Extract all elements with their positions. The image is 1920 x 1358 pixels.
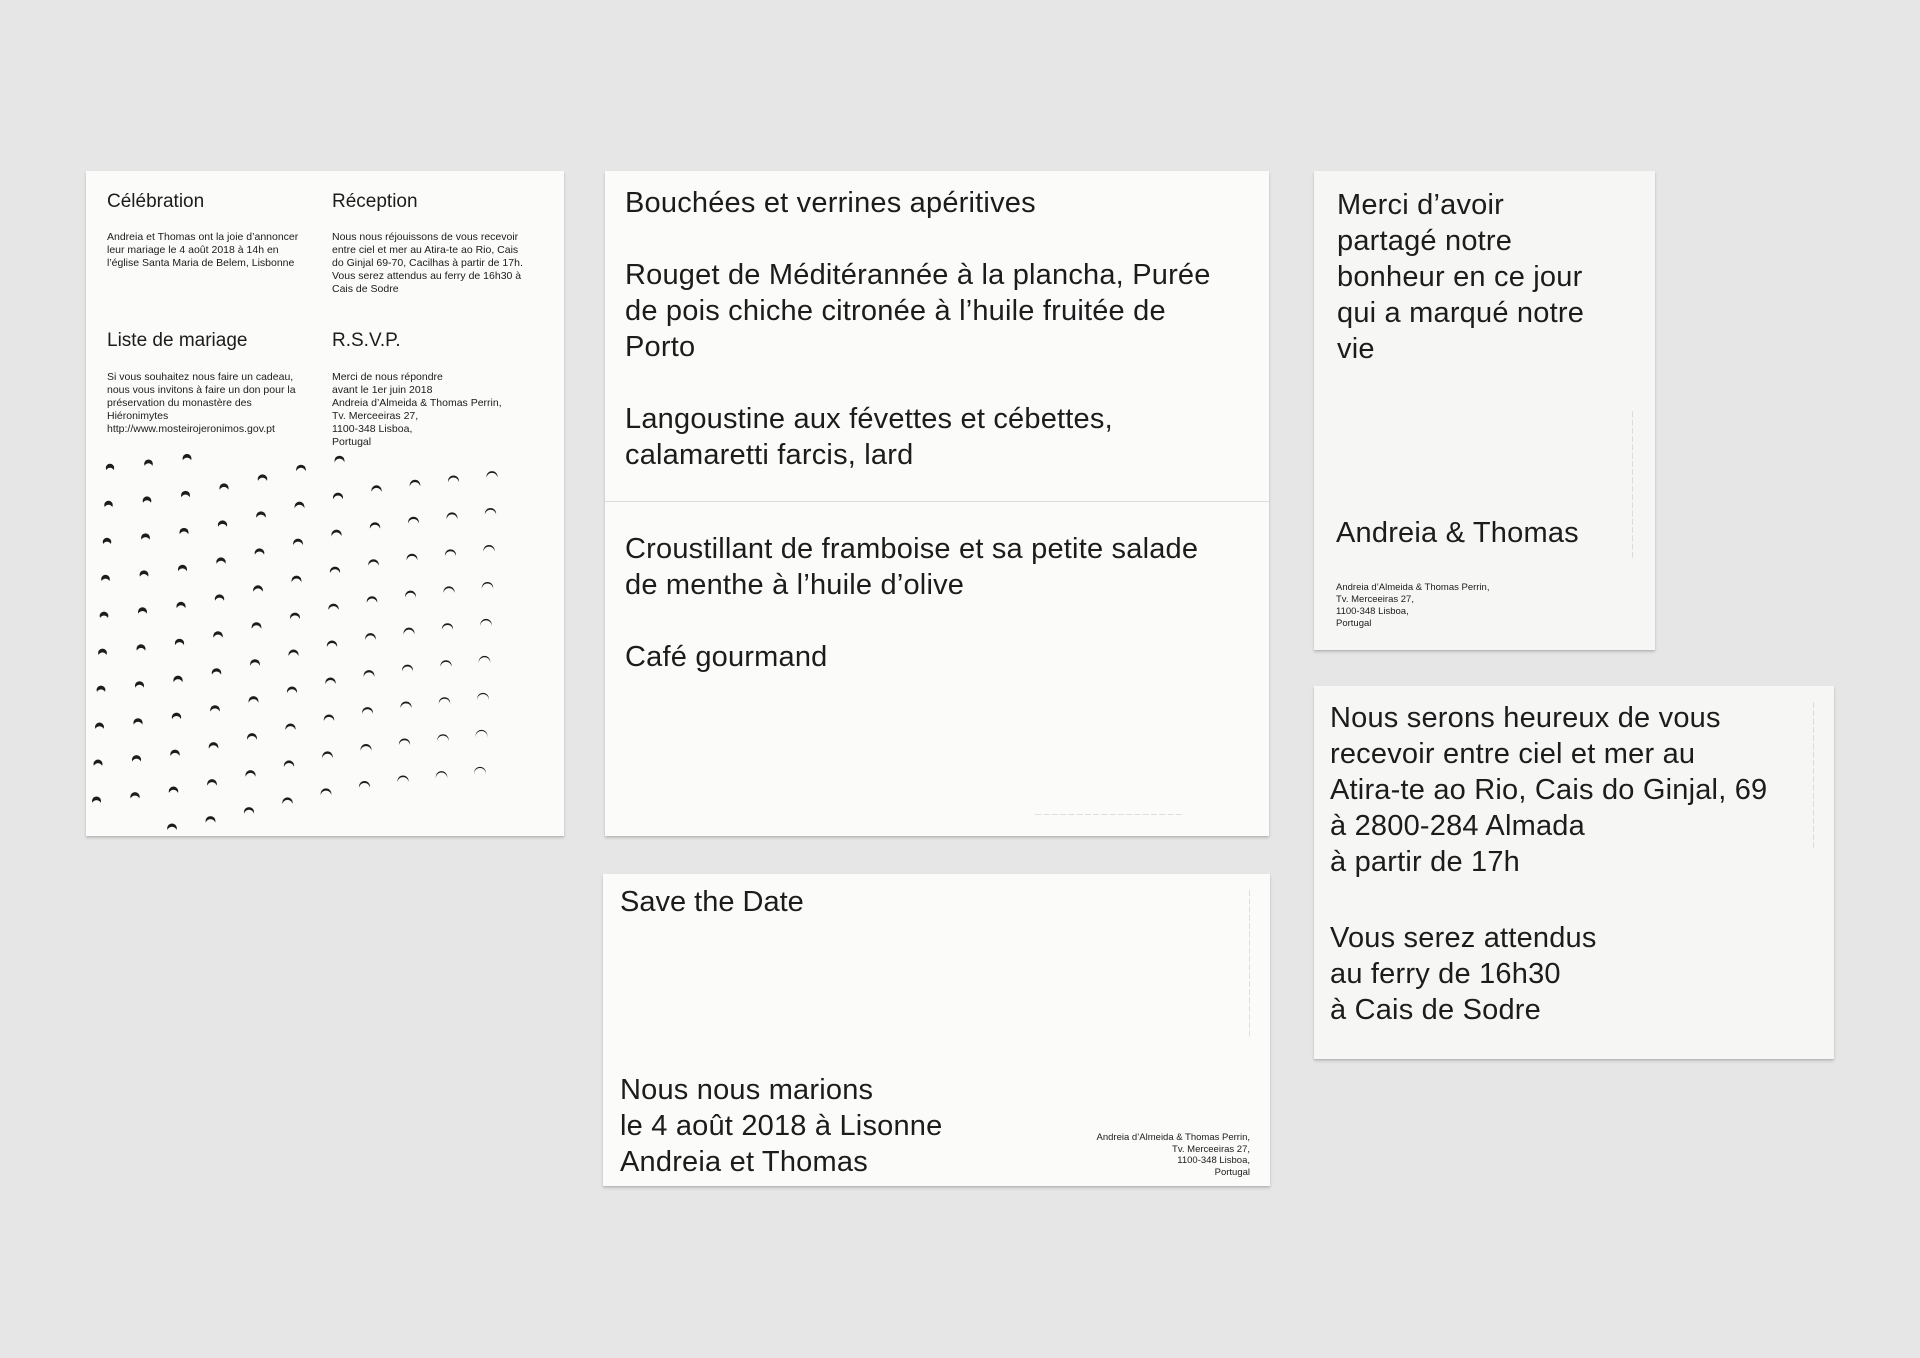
crescent-dot xyxy=(439,697,450,708)
crescent-dot xyxy=(293,539,303,549)
rsvp-heading: R.S.V.P. xyxy=(332,330,401,351)
menu-top-half xyxy=(625,185,1255,509)
crescent-dot xyxy=(483,545,494,556)
crescent-dot xyxy=(287,687,297,697)
crescent-dot xyxy=(445,549,456,560)
crescent-dot xyxy=(361,744,372,755)
crescent-dot xyxy=(408,517,419,528)
crescent-dot xyxy=(132,755,141,764)
crescent-dot xyxy=(172,713,181,722)
crescent-dot xyxy=(436,771,447,782)
crescent-dot xyxy=(284,760,294,770)
crescent-dot xyxy=(371,485,381,495)
reception-text: Nous nous réjouissons de vous recevoir entre ciel et mer au Atira-te ao Rio, Cais do Ginjal 69-70, Cacilhas à partir de 17h. Vous serez attendus au ferry de 16h30 à Cais de Sodre xyxy=(332,231,523,295)
menu-course: Café gourmand xyxy=(625,641,828,673)
crescent-dot xyxy=(440,660,451,671)
crescent-dot xyxy=(100,612,109,621)
crescent-dot xyxy=(296,465,306,475)
crescent-dot xyxy=(334,456,344,466)
crescent-dot xyxy=(324,714,335,725)
crescent-dot xyxy=(397,775,408,786)
crescent-dot xyxy=(95,723,104,732)
designer-credit: — — — — — — — — — — — — — — — — — — xyxy=(1035,811,1182,817)
crescent-dot xyxy=(175,639,184,648)
crescent-dot xyxy=(138,607,147,616)
crescent-dot xyxy=(183,454,192,463)
crescent-dot xyxy=(477,693,489,705)
crescent-dot xyxy=(140,570,149,579)
crescent-dot xyxy=(474,767,486,779)
crescent-dot xyxy=(209,742,219,752)
crescent-dot xyxy=(244,807,254,817)
crescent-dot xyxy=(443,586,454,597)
crescent-dot xyxy=(104,501,112,509)
crescent-dot xyxy=(143,496,152,505)
crescent-dot-pattern xyxy=(86,171,564,836)
crescent-dot xyxy=(249,696,259,706)
crescent-dot xyxy=(485,508,496,519)
crescent-dot xyxy=(253,585,263,595)
crescent-dot xyxy=(212,668,222,678)
registry-text: Si vous souhaitez nous faire un cadeau, nous vous invitons à faire un don pour la préservation du monastère des Hiéronimytes http://www.mosteirojeronimos.gov.pt xyxy=(107,371,296,435)
crescent-dot xyxy=(410,480,421,491)
crescent-dot xyxy=(486,471,497,482)
crescent-dot xyxy=(135,681,144,690)
crescent-dot xyxy=(442,623,453,634)
crescent-dot xyxy=(181,491,190,500)
crescent-dot xyxy=(92,796,101,805)
registry-heading: Liste de mariage xyxy=(107,330,248,351)
crescent-dot xyxy=(210,705,220,715)
crescent-dot xyxy=(331,530,341,540)
thank-you-message: Merci d’avoir partagé notre bonheur en ce jour qui a marqué notre vie xyxy=(1337,189,1585,365)
crescent-dot xyxy=(130,792,139,801)
designer-credit: — — — — — — — — — — — — — — — — — — xyxy=(1246,890,1252,1037)
reception-card xyxy=(1314,686,1834,1059)
address-block: Andreia d’Almeida & Thomas Perrin, Tv. Merceeiras 27, 1100-348 Lisboa, Portugal xyxy=(1336,582,1490,629)
crescent-dot xyxy=(437,734,448,745)
crescent-dot xyxy=(333,493,343,503)
crescent-dot xyxy=(328,604,338,614)
crescent-dot xyxy=(362,707,373,718)
crescent-dot xyxy=(288,650,298,660)
crescent-dot xyxy=(178,565,187,574)
crescent-dot xyxy=(97,686,106,695)
crescent-dot xyxy=(213,631,223,641)
crescent-dot xyxy=(136,644,145,653)
reception-heading: Réception xyxy=(332,191,418,212)
crescent-dot xyxy=(170,750,179,759)
crescent-dot xyxy=(367,596,378,607)
crescent-dot xyxy=(282,797,292,807)
info-card xyxy=(86,171,564,836)
celebration-heading: Célébration xyxy=(107,191,205,212)
crescent-dot xyxy=(179,528,188,537)
menu-course: Rouget de Méditérannée à la plancha, Purée de pois chiche citronée à l’huile fruitée de Porto xyxy=(625,259,1211,363)
menu-course: Langoustine aux févettes et cébettes, calamaretti farcis, lard xyxy=(625,403,1113,471)
crescent-dot xyxy=(402,665,413,676)
crescent-dot xyxy=(359,781,370,792)
address-block: Andreia d’Almeida & Thomas Perrin, Tv. Merceeiras 27, 1100-348 Lisboa, Portugal xyxy=(1096,1132,1250,1178)
signature: Andreia & Thomas xyxy=(1336,517,1579,549)
crescent-dot xyxy=(245,770,255,780)
crescent-dot xyxy=(295,502,305,512)
crescent-dot xyxy=(285,723,295,733)
celebration-text: Andreia et Thomas ont la joie d’annoncer leur mariage le 4 août 2018 à 14h en l’église Santa Maria de Belem, Lisbonne xyxy=(107,231,299,269)
crescent-dot xyxy=(98,649,107,658)
crescent-dot xyxy=(292,576,302,586)
crescent-dot xyxy=(400,702,411,713)
crescent-dot xyxy=(206,816,216,826)
reception-paragraph-1: Nous serons heureux de vous recevoir entre ciel et mer au Atira-te ao Rio, Cais do Ginjal, 69 à 2800-284 Almada à partir de 17h xyxy=(1330,702,1768,878)
crescent-dot xyxy=(252,622,262,632)
crescent-dot xyxy=(365,633,376,644)
crescent-dot xyxy=(218,520,227,529)
crescent-dot xyxy=(322,751,333,762)
crescent-dot xyxy=(399,739,410,750)
crescent-dot xyxy=(133,718,142,727)
designer-credit: — — — — — — — — — — — — — — — — — — xyxy=(1810,702,1816,849)
crescent-dot xyxy=(321,788,332,799)
crescent-dot xyxy=(144,459,153,468)
reception-paragraph-2: Vous serez attendus au ferry de 16h30 à Cais de Sodre xyxy=(1330,922,1597,1026)
crescent-dot xyxy=(215,594,224,603)
crescent-dot xyxy=(368,559,378,569)
thank-you-card xyxy=(1314,171,1655,650)
save-the-date-card xyxy=(603,874,1270,1186)
menu-course: Croustillant de framboise et sa petite salade de menthe à l’huile d’olive xyxy=(625,533,1199,601)
crescent-dot xyxy=(482,582,493,593)
crescent-dot xyxy=(479,656,490,667)
crescent-dot xyxy=(167,824,177,834)
crescent-dot xyxy=(169,787,179,797)
crescent-dot xyxy=(370,522,380,532)
crescent-dot xyxy=(480,619,491,630)
crescent-dot xyxy=(325,677,335,687)
crescent-dot xyxy=(176,602,185,611)
crescent-dot xyxy=(448,475,459,486)
crescent-dot xyxy=(405,591,416,602)
crescent-dot xyxy=(94,760,103,769)
crescent-dot xyxy=(290,613,300,623)
crescent-dot xyxy=(407,554,418,565)
menu-card xyxy=(605,171,1269,836)
crescent-dot xyxy=(103,538,112,547)
crescent-dot xyxy=(364,670,375,681)
menu-bottom-half xyxy=(625,531,1255,711)
crescent-dot xyxy=(404,628,415,639)
crescent-dot xyxy=(173,676,182,685)
crescent-dot xyxy=(476,730,488,742)
save-the-date-title: Save the Date xyxy=(620,886,804,918)
crescent-dot xyxy=(207,779,217,789)
crescent-dot xyxy=(447,512,458,523)
crescent-dot xyxy=(219,483,228,492)
crescent-dot xyxy=(106,464,114,472)
designer-credit: — — — — — — — — — — — — — — — — — — xyxy=(1630,411,1636,558)
crescent-dot xyxy=(250,659,260,669)
crescent-dot xyxy=(327,641,337,651)
announcement: Nous nous marions le 4 août 2018 à Lisonne Andreia et Thomas xyxy=(620,1074,943,1178)
crescent-dot xyxy=(216,557,225,566)
fold-line xyxy=(605,501,1269,502)
menu-course: Bouchées et verrines apéritives xyxy=(625,187,1036,219)
crescent-dot xyxy=(255,548,265,558)
crescent-dot xyxy=(256,511,266,521)
crescent-dot xyxy=(141,533,150,542)
crescent-dot xyxy=(330,567,340,577)
crescent-dot xyxy=(258,474,267,483)
crescent-dot xyxy=(247,733,257,743)
rsvp-text: Merci de nous répondre avant le 1er juin 2018 Andreia d’Almeida & Thomas Perrin, Tv. Merceeiras 27, 1100-348 Lisboa, Portugal xyxy=(332,371,502,448)
crescent-dot xyxy=(101,575,110,584)
